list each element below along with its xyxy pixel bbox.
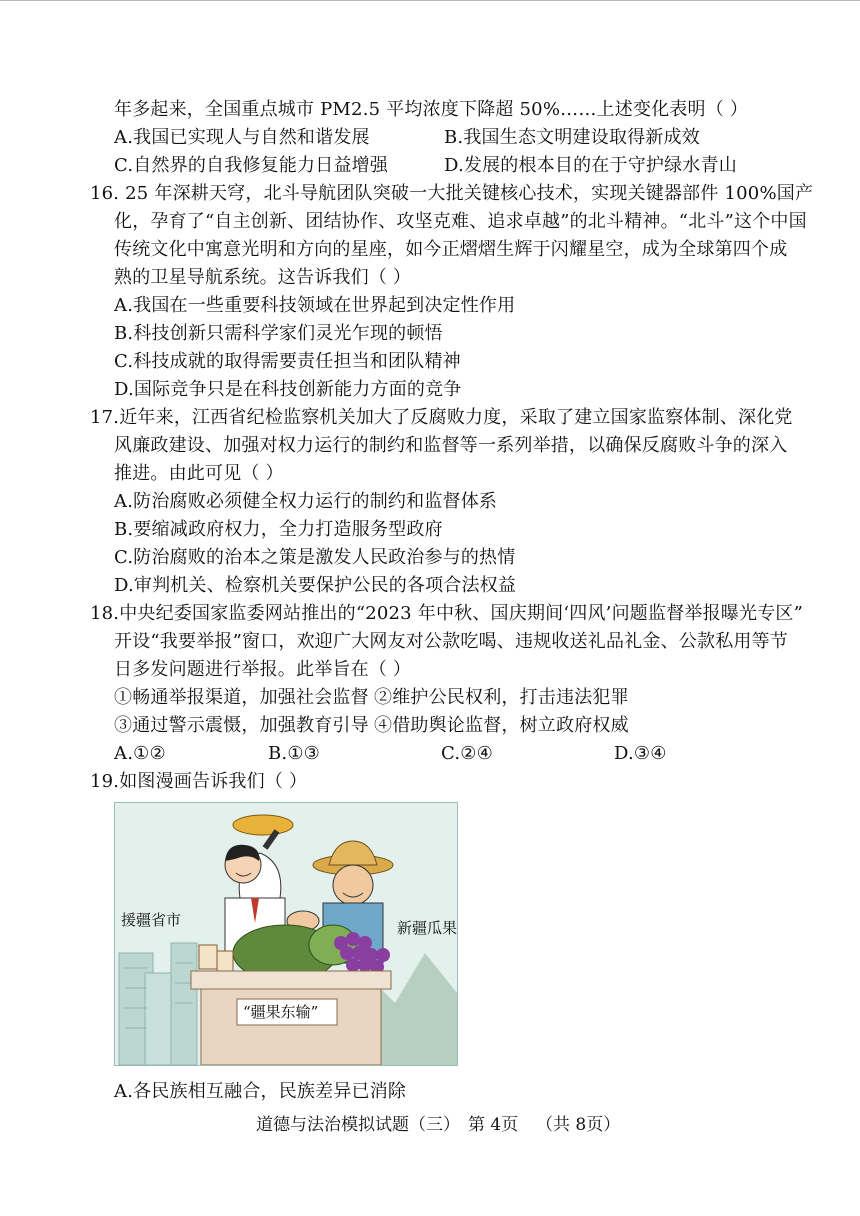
q17-stem-line1: 17.近年来，江西省纪检监察机关加大了反腐败力度，采取了建立国家监察体制、深化党 xyxy=(90,407,793,428)
q17-option-b: B.要缩减政府权力，全力打造服务型政府 xyxy=(114,519,443,540)
cartoon-banner: “疆果东输” xyxy=(243,1003,319,1021)
q16-option-a: A.我国在一些重要科技领域在世界起到决定性作用 xyxy=(114,295,516,316)
footer-title: 道德与法治模拟试题（三） xyxy=(256,1115,460,1135)
q19-stem: 19.如图漫画告诉我们（ ） xyxy=(90,771,308,792)
q18-statement-4: ④借助舆论监督，树立政府权威 xyxy=(374,715,629,736)
q18-stem-line1: 18.中央纪委国家监委网站推出的“2023 年中秋、国庆期间‘四风’问题监督举报曝光专区” xyxy=(90,603,804,624)
q18-option-d: D.③④ xyxy=(614,743,667,764)
q17-option-c: C.防治腐败的治本之策是激发人民政治参与的热情 xyxy=(114,547,516,568)
q15-option-c: C.自然界的自我修复能力日益增强 xyxy=(114,155,389,176)
q15-option-b: B.我国生态文明建设取得新成效 xyxy=(444,127,700,148)
footer-total-pages: （共 8页） xyxy=(536,1115,621,1135)
q18-statement-3: ③通过警示震慑，加强教育引导 xyxy=(114,715,369,736)
q18-statement-1: ①畅通举报渠道，加强社会监督 xyxy=(114,687,369,708)
q18-stem-line3: 日多发问题进行举报。此举旨在（ ） xyxy=(114,659,412,680)
q16-stem-line4: 熟的卫星导航系统。这告诉我们（ ） xyxy=(114,267,412,288)
q15-option-a: A.我国已实现人与自然和谐发展 xyxy=(114,127,370,148)
q16-stem-line2: 化，孕育了“自主创新、团结协作、攻坚克难、追求卓越”的北斗精神。“北斗”这个中国 xyxy=(114,211,807,232)
q18-stem-line2: 开设“我要举报”窗口，欢迎广大网友对公款吃喝、违规收送礼品礼金、公款私用等节 xyxy=(114,631,789,652)
q15-stem: 年多起来，全国重点城市 PM2.5 平均浓度下降超 50%……上述变化表明（ ） xyxy=(114,99,749,120)
q16-stem-line3: 传统文化中寓意光明和方向的星座，如今正熠熠生辉于闪耀星空，成为全球第四个成 xyxy=(114,239,788,260)
q16-option-b: B.科技创新只需科学家们灵光乍现的顿悟 xyxy=(114,323,443,344)
q15-option-d: D.发展的根本目的在于守护绿水青山 xyxy=(444,155,737,176)
q16-stem-line1: 16. 25 年深耕天穹，北斗导航团队突破一大批关键核心技术，实现关键器部件 100%国产 xyxy=(90,183,814,204)
q18-statement-2: ②维护公民权利，打击违法犯罪 xyxy=(374,687,629,708)
footer-page-number: 第 4页 xyxy=(468,1115,519,1135)
q17-option-d: D.审判机关、检察机关要保护公民的各项合法权益 xyxy=(114,575,517,596)
cartoon-label-right: 新疆瓜果 xyxy=(397,919,458,937)
q19-option-a: A.各民族相互融合，民族差异已消除 xyxy=(114,1081,407,1102)
cartoon-label-left: 援疆省市 xyxy=(121,911,182,929)
q16-option-c: C.科技成就的取得需要责任担当和团队精神 xyxy=(114,351,461,372)
q18-option-b: B.①③ xyxy=(268,743,321,764)
q17-stem-line3: 推进。由此可见（ ） xyxy=(114,463,284,484)
q18-option-c: C.②④ xyxy=(441,743,493,764)
q17-option-a: A.防治腐败必须健全权力运行的制约和监督体系 xyxy=(114,491,498,512)
q18-option-a: A.①② xyxy=(114,743,166,764)
q17-stem-line2: 风廉政建设、加强对权力运行的制约和监督等一系列举措，以确保反腐败斗争的深入 xyxy=(114,435,788,456)
cartoon-image xyxy=(114,802,458,1066)
q16-option-d: D.国际竞争只是在科技创新能力方面的竞争 xyxy=(114,379,462,400)
